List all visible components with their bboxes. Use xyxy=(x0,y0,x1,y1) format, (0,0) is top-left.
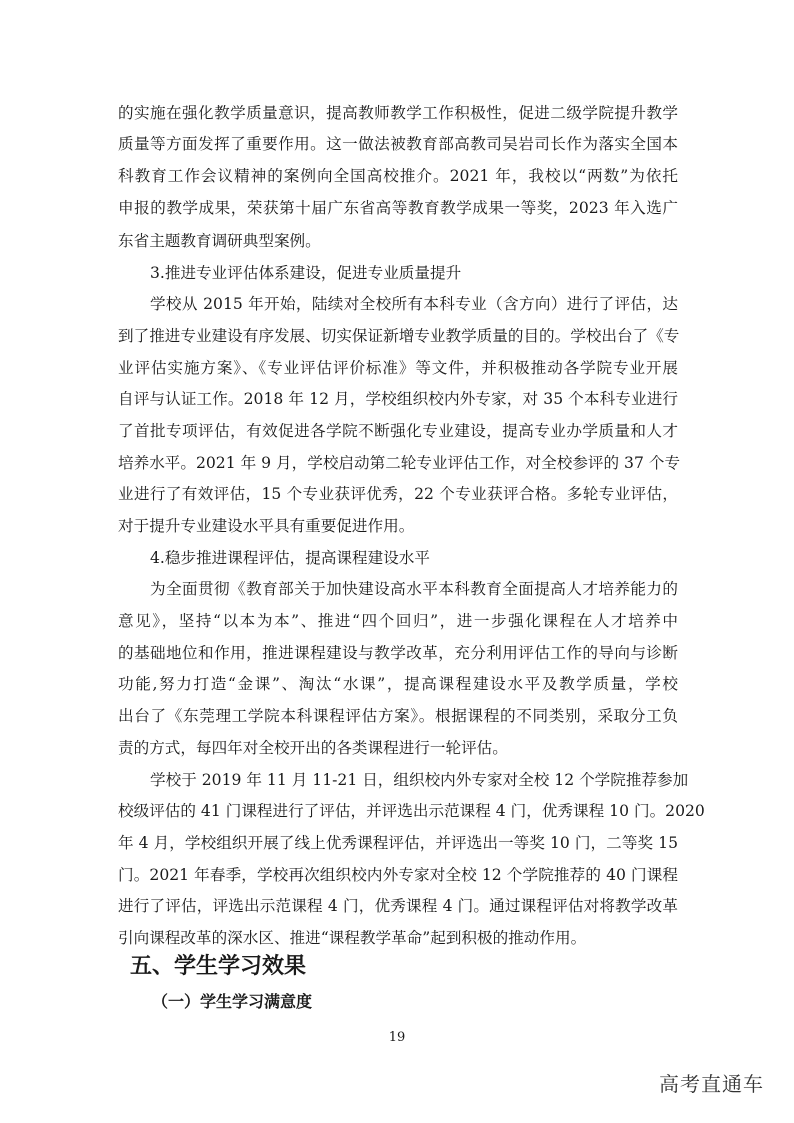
body-line: 意见》，坚持“以本为本”、推进“四个回归”，进一步强化课程在人才培养中 xyxy=(118,612,678,630)
body-line: 功能,努力打造“金课”、淘汰“水课”，提高课程建设水平及教学质量，学校 xyxy=(118,675,678,693)
body-line: 门。2021 年春季，学校再次组织校内外专家对全校 12 个学院推荐的 40 门课程 xyxy=(118,866,678,884)
subsection-heading: （一）学生学习满意度 xyxy=(152,992,313,1011)
page-number: 19 xyxy=(388,1030,406,1045)
body-line: 的实施在强化教学质量意识，提高教师教学工作积极性，促进二级学院提升教学 xyxy=(118,104,678,122)
body-line: 为全面贯彻《教育部关于加快建设高水平本科教育全面提高人才培养能力的 xyxy=(150,580,678,598)
body-line: 学校从 2015 年开始，陆续对全校所有本科专业（含方向）进行了评估，达 xyxy=(150,295,678,313)
body-line: 申报的教学成果，荣获第十届广东省高等教育教学成果一等奖，2023 年入选广 xyxy=(118,199,678,217)
body-line: 业评估实施方案》、《专业评估评价标准》等文件，并积极推动各学院专业开展 xyxy=(118,359,678,377)
body-line: 年 4 月，学校组织开展了线上优秀课程评估，并评选出一等奖 10 门，二等奖 15 xyxy=(118,834,678,852)
body-line: 到了推进专业建设有序发展、切实保证新增专业教学质量的目的。学校出台了《专 xyxy=(118,327,680,345)
body-line: 自评与认证工作。2018 年 12 月，学校组织校内外专家，对 35 个本科专业进行 xyxy=(118,390,678,408)
body-line: 校级评估的 41 门课程进行了评估，并评选出示范课程 4 门，优秀课程 10 门。2020 xyxy=(118,802,705,820)
body-line: 东省主题教育调研典型案例。 xyxy=(118,232,321,250)
subsection-title-3: 3.推进专业评估体系建设，促进专业质量提升 xyxy=(150,264,462,282)
body-line: 业进行了有效评估，15 个专业获评优秀，22 个专业获评合格。多轮专业评估， xyxy=(118,485,678,503)
body-line: 的基础地位和作用，推进课程建设与教学改革，充分利用评估工作的导向与诊断 xyxy=(118,644,678,662)
body-line: 责的方式，每四年对全校开出的各类课程进行一轮评估。 xyxy=(118,739,508,757)
body-line: 质量等方面发挥了重要作用。这一做法被教育部高教司吴岩司长作为落实全国本 xyxy=(118,135,678,153)
body-line: 学校于 2019 年 11 月 11-21 日，组织校内外专家对全校 12 个学院推荐参加 xyxy=(150,771,689,789)
body-line: 进行了评估，评选出示范课程 4 门，优秀课程 4 门。通过课程评估对将教学改革 xyxy=(118,897,678,915)
body-line: 培养水平。2021 年 9 月，学校启动第二轮专业评估工作，对全校参评的 37 个专 xyxy=(118,454,681,472)
section-heading: 五、学生学习效果 xyxy=(130,954,307,979)
body-line: 出台了《东莞理工学院本科课程评估方案》。根据课程的不同类别，采取分工负 xyxy=(118,707,678,725)
body-line: 科教育工作会议精神的案例向全国高校推介。2021 年，我校以“两数”为依托 xyxy=(118,167,678,185)
body-line: 了首批专项评估，有效促进各学院不断强化专业建设，提高专业办学质量和人才 xyxy=(118,422,678,440)
body-line: 引向课程改革的深水区、推进“课程教学革命”起到积极的推动作用。 xyxy=(118,929,587,947)
subsection-title-4: 4.稳步推进课程评估，提高课程建设水平 xyxy=(150,549,430,567)
watermark-text: 高考直通车 xyxy=(659,1072,764,1096)
body-line: 对于提升专业建设水平具有重要促进作用。 xyxy=(118,517,415,535)
